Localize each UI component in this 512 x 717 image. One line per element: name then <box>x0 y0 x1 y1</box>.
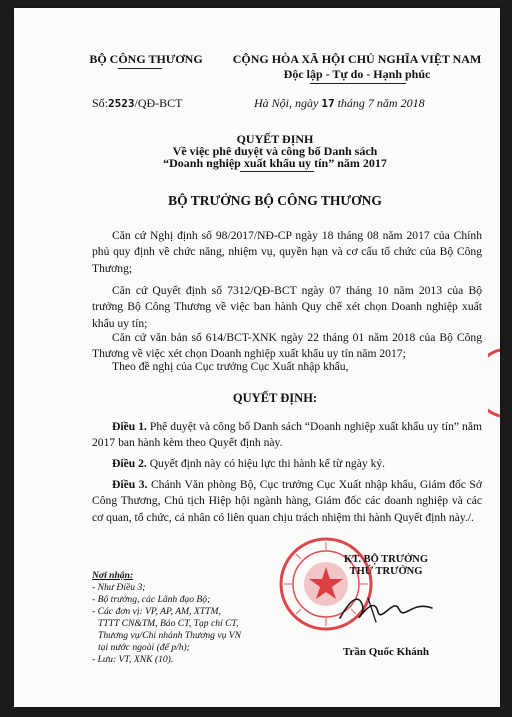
decision-heading: QUYẾT ĐỊNH: <box>232 391 318 405</box>
date-day: 17 <box>321 97 335 110</box>
edge-seal-icon <box>488 348 500 418</box>
preamble-3 <box>92 330 482 363</box>
preamble-text: Căn cứ văn bản số 614/BCT-XNK ngày 22 tháng 01 năm 2018 của Bộ Công Thương về việc xét chọn Doanh nghiệp xuất khẩu uy tín năm 2017; <box>92 331 482 361</box>
recipient-item: - Như Điều 3; <box>92 582 146 593</box>
signature-line-2: THỨ TRƯỞNG <box>349 566 423 577</box>
recipients-block <box>92 570 297 666</box>
article-1 <box>92 419 482 452</box>
preamble-2 <box>92 283 482 332</box>
recipients-heading: Nơi nhận: <box>92 570 134 581</box>
national-motto: Độc lập - Tự do - Hạnh phúc <box>283 67 431 81</box>
recipient-item: - Các đơn vị: VP, AP, AM, XTTM, <box>92 606 221 617</box>
issue-date <box>254 96 425 111</box>
number-prefix: Số: <box>92 96 109 110</box>
document-title: QUYẾT ĐỊNH <box>236 132 314 146</box>
document-subtitle-2: “Doanh nghiệp xuất khẩu uy tín” năm 2017 <box>163 156 387 170</box>
preamble-text: Căn cứ Quyết định số 7312/QĐ-BCT ngày 07 tháng 10 năm 2013 của Bộ trưởng Bộ Công Thương về việc ban hành Quy chế xét chọn Doanh nghiệp xuất khẩu uy tín; <box>92 284 482 330</box>
article-label: Điều 1. <box>112 420 147 433</box>
motto-underline <box>310 83 406 84</box>
article-label: Điều 2. <box>112 457 147 470</box>
handwritten-signature-icon <box>332 582 442 632</box>
ministry-name: BỘ CÔNG THƯƠNG <box>89 52 203 66</box>
title-underline <box>240 171 314 172</box>
date-prefix: Hà Nội, ngày <box>254 96 319 110</box>
article-label: Điều 3. <box>112 478 148 491</box>
recipient-item: - Bộ trưởng, các Lãnh đạo Bộ; <box>92 594 211 605</box>
date-suffix: tháng 7 năm 2018 <box>337 96 425 110</box>
article-2 <box>92 456 482 472</box>
article-text: Chánh Văn phòng Bộ, Cục trưởng Cục Xuất nhập khẩu, Giám đốc Sở Công Thương, Chủ tịch Hiệp hội ngành hàng, Giám đốc các doanh nghiệp và các cơ quan, tổ chức, cá nhân có liên quan chịu trách nhiệm thi hành Quyết định này./. <box>92 478 482 524</box>
number-value: 2523 <box>108 97 135 110</box>
preamble-text: Theo đề nghị của Cục trưởng Cục Xuất nhập khẩu, <box>112 360 349 373</box>
article-text: Phê duyệt và công bố Danh sách “Doanh nghiệp xuất khẩu uy tín” năm 2017 ban hành kèm theo Quyết định này. <box>92 420 482 450</box>
document-subtitle-1: Về việc phê duyệt và công bố Danh sách <box>172 144 378 158</box>
recipient-item: - Lưu: VT, XNK (10). <box>92 654 174 665</box>
number-suffix: /QĐ-BCT <box>134 96 183 110</box>
recipient-item: TTTT CN&TM, Báo CT, Tạp chí CT, <box>98 618 239 629</box>
ministry-underline <box>118 68 162 69</box>
recipient-item: Thương vụ/Chi nhánh Thương vụ VN <box>98 630 242 641</box>
nation-name: CỘNG HÒA XÃ HỘI CHỦ NGHĨA VIỆT NAM <box>232 52 482 66</box>
preamble-text: Căn cứ Nghị định số 98/2017/NĐ-CP ngày 18 tháng 08 năm 2017 của Chính phủ quy định về chức năng, nhiệm vụ, quyền hạn và cơ cấu tổ chức của Bộ Công Thương; <box>92 229 482 275</box>
preamble-1 <box>92 228 482 277</box>
signer-name: Trần Quốc Khánh <box>343 646 429 658</box>
signature-line-1: KT. BỘ TRƯỞNG <box>343 554 429 565</box>
document-number <box>92 96 183 111</box>
article-text: Quyết định này có hiệu lực thi hành kể từ ngày ký. <box>149 457 386 470</box>
article-3 <box>92 477 482 526</box>
issuing-authority: BỘ TRƯỞNG BỘ CÔNG THƯƠNG <box>168 193 382 208</box>
document-page <box>14 8 500 707</box>
recipient-item: tại nước ngoài (để p/h); <box>98 642 190 653</box>
preamble-4 <box>92 359 482 375</box>
